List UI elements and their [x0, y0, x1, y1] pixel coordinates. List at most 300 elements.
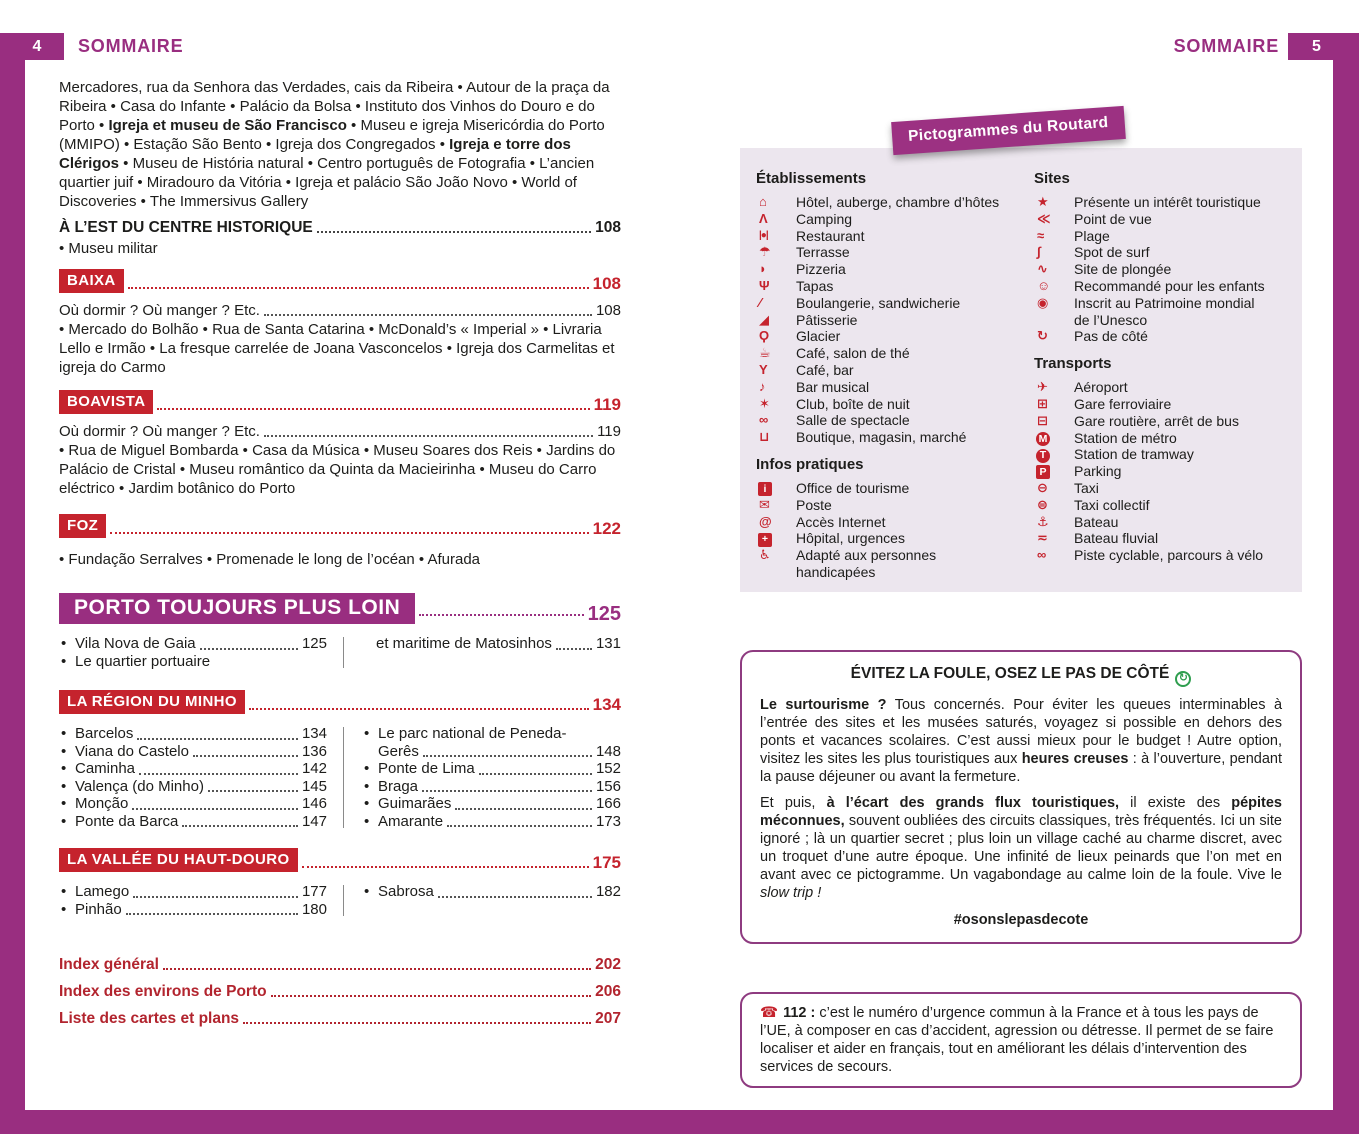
legend-item [756, 278, 1026, 295]
bottom-band [0, 1110, 1359, 1134]
dotted-leader [302, 866, 589, 868]
bicycle-icon: ∞ [1037, 547, 1047, 563]
legend-group-title: Sites [1034, 170, 1070, 187]
children-icon: ☺ [1037, 277, 1051, 293]
bullet: • [61, 900, 67, 918]
intro-bold: Igreja et museu de São Francisco [108, 117, 347, 134]
terrace-icon: ☂ [759, 244, 771, 260]
toc-entry-label: Où dormir ? Où manger ? Etc. [59, 423, 260, 440]
legend-item-label: Recommandé pour les enfants [1074, 277, 1265, 294]
legend-item-label: Camping [796, 210, 853, 227]
bold-run: 112 : [783, 1004, 816, 1021]
bus-icon: ⊟ [1037, 412, 1048, 428]
toc-section-baixa [59, 269, 621, 293]
bullet: • [61, 883, 67, 900]
toc-entry-page: 108 [595, 219, 621, 236]
intro-text: • Museu de História natural • Centro português de Fotografia • L’ancien quartier juif • Miradouro da Vitória • Igreja et palácio São João Novo • World of Discoveries • The Immersivus Gallery [59, 155, 595, 210]
toc-entry-label: Barcelos [75, 725, 134, 742]
toc-entry-label: Caminha [75, 760, 136, 777]
dotted-leader [271, 995, 592, 997]
pictograms-page [740, 110, 1302, 1088]
toc-entry-label: Guimarães [378, 795, 452, 812]
boat-icon: ⚓ [1037, 513, 1049, 529]
column-left [59, 883, 327, 918]
toc-entry-index-environs [59, 983, 621, 1001]
unesco-emblem-icon: ◉ [1037, 294, 1049, 310]
wheelchair-icon: ♿ [759, 547, 771, 563]
legend-item-label: Site de plongée [1074, 261, 1172, 278]
legend-item [1034, 514, 1288, 531]
toc-entry-viana-do-castelo [59, 743, 327, 761]
legend-group-title: Transports [1034, 355, 1112, 373]
toc-entry-label: Ponte da Barca [75, 812, 179, 830]
avoid-crowds-box [740, 650, 1302, 944]
section-label: BAIXA [59, 269, 124, 293]
tapas-icon: Ψ [759, 277, 770, 293]
dotted-leader [137, 738, 298, 740]
text-run: Tous concernés. Pour éviter les queues interminables à l’entrée des sites et les musées saturés, voyagez si possible en dehors des ponts et vacances scolaires. C’est aussi mieux pour le budget ! Autre option, visitez les sites les plus touristiques aux [760, 696, 1283, 767]
legend-item [756, 244, 1026, 261]
legend-group-title: Établissements [756, 170, 867, 187]
toc-entry-label: Sabrosa [378, 883, 434, 900]
toc-entry-label: Viana do Castelo [75, 742, 189, 760]
dotted-leader [243, 1022, 591, 1024]
legend-item-label: Station de métro [1074, 429, 1177, 446]
intro-paragraph [59, 78, 621, 211]
legend-item [1034, 547, 1288, 564]
legend-item-label: Café, salon de thé [796, 345, 910, 362]
toc-entry-page: 131 [595, 635, 621, 652]
right-page-number: 5 [1288, 33, 1359, 60]
legend-item [756, 261, 1026, 278]
dotted-leader [423, 755, 592, 757]
toc-entry-label: Le quartier portuaire [75, 652, 211, 670]
dotted-leader [479, 773, 592, 775]
bold-run: Le surtourisme ? [760, 696, 887, 713]
intro-text: • Museu e igreja Misericórdia do Porto (MMIPO) • Estação São Bento • Igreja dos Congregados • [59, 117, 605, 153]
toc-entry-est-centre-historique [59, 218, 621, 237]
legend-item [1034, 530, 1288, 547]
toc-entry-sabrosa [362, 883, 621, 901]
toc-entry-label: Amarante [378, 812, 444, 830]
legend-item [1034, 328, 1288, 345]
bullet: • [364, 725, 370, 742]
legend-item-label: Taxi collectif [1074, 496, 1150, 513]
toc-section-boavista [59, 390, 621, 414]
section-page: 175 [592, 853, 621, 872]
toc-entry-page: 177 [301, 883, 327, 900]
toc-entry-label: Index général [59, 956, 159, 973]
legend-item [756, 228, 1026, 245]
legend-item [1034, 261, 1288, 278]
toc-entry-ou-dormir-baixa [59, 301, 621, 320]
bullet: • [61, 795, 67, 812]
dotted-leader [182, 825, 298, 827]
legend-item [1034, 446, 1288, 463]
dotted-leader [157, 408, 589, 410]
toc-entry-vila-nova-de-gaia [59, 635, 327, 653]
bullet: • [364, 795, 370, 812]
hotel-icon: ⌂ [759, 194, 767, 209]
dotted-leader [110, 532, 588, 534]
legend-item-label: Office de tourisme [796, 479, 910, 496]
dotted-leader [447, 825, 592, 827]
tourist-icon: ★ [1037, 194, 1049, 209]
pastry-icon: ◢ [759, 311, 769, 327]
left-edge-band [0, 33, 25, 1134]
column-right [362, 725, 621, 830]
legend-item-label: Hôpital, urgences [796, 530, 905, 547]
cross-badge: + [758, 533, 772, 547]
legend-item [756, 345, 1026, 362]
toc-entry-ponte-da-barca [59, 813, 327, 831]
legend-item [1034, 413, 1288, 430]
cafe-bar-icon: Y [759, 361, 768, 377]
legend-item-label: Piste cyclable, parcours à vélo [1074, 547, 1264, 564]
legend-item-label: Hôtel, auberge, chambre d’hôtes [796, 194, 1000, 210]
toc-entry-page: 152 [595, 760, 621, 777]
toc-entry-quartier-portuaire [59, 653, 327, 671]
pictograms-banner: Pictogrammes du Routard [891, 106, 1125, 155]
pizzeria-icon: ◗ [759, 261, 767, 277]
legend-item-label: Plage [1074, 227, 1110, 244]
toc-entry-lamego [59, 883, 327, 901]
two-column-list [59, 883, 621, 918]
right-edge-band [1333, 33, 1359, 1134]
legend-item-label: Pizzeria [796, 261, 846, 278]
surfer-icon: ∫ [1037, 244, 1041, 260]
legend-item [756, 328, 1026, 345]
toc-entry-liste-cartes [59, 1010, 621, 1028]
dotted-leader [317, 231, 591, 233]
legend-item-label: Bateau [1074, 513, 1119, 530]
legend-item [1034, 430, 1288, 447]
emergency-112-box [740, 992, 1302, 1089]
dotted-leader [132, 808, 298, 810]
toc-entry-label: Lamego [75, 883, 130, 900]
text-run: il existe des [1119, 795, 1232, 812]
dotted-leader [128, 287, 589, 289]
toc-entry-page: 146 [301, 795, 327, 812]
bullet: • [364, 760, 370, 777]
toc-entry-page: 108 [595, 302, 621, 319]
bullet: • [61, 742, 67, 760]
legend-group-title: Infos pratiques [756, 455, 864, 473]
toc-page [59, 78, 621, 1037]
parking-icon [1034, 463, 1074, 480]
toc-entry-page: 182 [595, 883, 621, 900]
legend-item-label: Gare routière, arrêt de bus [1074, 412, 1239, 429]
legend-item-label: Bar musical [796, 378, 870, 395]
toc-entry-label: Ponte de Lima [378, 760, 475, 777]
dotted-leader [163, 968, 591, 970]
dotted-leader [193, 755, 298, 757]
section-items: • Fundação Serralves • Promenade le long de l’océan • Afurada [59, 551, 481, 568]
intro-bold: Igreja e torre dos Clérigos [59, 136, 571, 172]
toc-entry-page: 206 [595, 983, 621, 1000]
legend-item-label: Aéroport [1074, 379, 1128, 396]
diver-icon: ∿ [1037, 261, 1048, 277]
legend-item [756, 514, 1026, 531]
avoid-crowds-title [760, 665, 1282, 687]
legend-item [1034, 295, 1288, 329]
toc-entry-label: Index des environs de Porto [59, 983, 267, 1000]
legend-item-label: Café, bar [796, 361, 854, 378]
legend-item-label: Terrasse [796, 244, 850, 261]
dotted-leader [126, 913, 298, 915]
legend-item [756, 295, 1026, 312]
legend-item-label: Salle de spectacle [796, 412, 910, 429]
legend-item [1034, 228, 1288, 245]
info-badge: i [758, 482, 772, 496]
section-page: 125 [587, 603, 621, 625]
legend-item-label: Pâtisserie [796, 311, 858, 328]
column-left [59, 635, 327, 670]
toc-entry-page: 156 [595, 777, 621, 795]
toc-section-foz [59, 514, 621, 538]
dotted-leader [264, 435, 593, 437]
legend-item-label: Poste [796, 496, 832, 513]
text-run: Et puis, [760, 795, 827, 812]
text-run: : à l’ouverture, pendant la pause déjeuner ou avant la fermeture. [760, 750, 1283, 785]
dotted-leader [556, 648, 592, 650]
hashtag: #osonslepasdecote [953, 911, 1089, 928]
toc-entry-page: 166 [595, 795, 621, 812]
toc-entry-valenca [59, 778, 327, 796]
column-right [362, 635, 621, 670]
camping-icon: Λ [759, 210, 768, 226]
toc-entry-peneda-geres-line2 [362, 743, 621, 761]
legend-item [756, 530, 1026, 547]
column-divider [343, 727, 344, 828]
legend-item-label: Boulangerie, sandwicherie [796, 294, 961, 311]
avoid-paragraph-1 [760, 697, 1282, 787]
toc-entry-pinhao [59, 901, 327, 919]
section-page: 119 [593, 395, 621, 414]
two-column-list [59, 635, 621, 670]
dotted-leader [139, 773, 298, 775]
toc-section-porto-toujours-plus-loin [59, 593, 621, 624]
toc-entry-braga [362, 778, 621, 796]
legend-item [756, 547, 1026, 581]
toc-entry-page: 173 [595, 812, 621, 830]
legend-item-label: Point de vue [1074, 210, 1152, 227]
section-page: 122 [592, 519, 621, 538]
airplane-icon: ✈ [1037, 379, 1048, 395]
toc-entry-page: 125 [301, 635, 327, 652]
bullet: • [61, 652, 67, 670]
bullet: • [61, 812, 67, 830]
legend-item-label: Restaurant [796, 227, 865, 244]
legend-item [756, 194, 1026, 211]
dotted-leader [249, 708, 589, 710]
section-label: LA VALLÉE DU HAUT-DOURO [59, 848, 298, 872]
info-icon [756, 480, 796, 497]
legend-item [756, 412, 1026, 429]
legend-item [756, 362, 1026, 379]
toc-entry-page: 148 [595, 742, 621, 760]
left-page-number: 4 [0, 33, 64, 60]
toc-entry-label: et maritime de Matosinhos [376, 635, 552, 652]
toc-entry-peneda-geres-line1 [362, 725, 621, 743]
medical-cross-icon [756, 530, 796, 547]
toc-entry-label: Monção [75, 795, 129, 812]
dotted-leader [419, 614, 583, 616]
viewpoint-icon: ≪ [1037, 210, 1051, 226]
section-label: LA RÉGION DU MINHO [59, 690, 245, 714]
toc-entry-guimaraes [362, 795, 621, 813]
bullet: • [61, 760, 67, 777]
legend-item-label: Inscrit au Patrimoine mondial de l’Unesco [1074, 294, 1255, 328]
toc-entry-label: Où dormir ? Où manger ? Etc. [59, 302, 260, 319]
tea-room-icon: ☕ [759, 345, 771, 361]
tram-badge: T [1036, 449, 1050, 463]
toc-sub-item: • Museu militar [59, 240, 158, 257]
legend-item-label: Pas de côté [1074, 328, 1148, 345]
bakery-icon: ⁄ [759, 294, 762, 310]
bold-run: à l’écart des grands flux touristiques, [826, 795, 1120, 812]
italic-run: slow trip ! [760, 885, 822, 902]
toc-entry-page: 134 [301, 725, 327, 742]
bullet: • [61, 635, 67, 652]
legend-item [756, 497, 1026, 514]
telephone-icon: ☎ [760, 1004, 779, 1021]
toc-entry-page: 145 [301, 777, 327, 795]
legend-item [756, 312, 1026, 329]
toc-entry-ponte-de-lima [362, 760, 621, 778]
column-divider [343, 637, 344, 668]
music-note-icon: ♪ [759, 378, 766, 394]
legend-item-label: Taxi [1074, 479, 1099, 496]
two-column-list [59, 725, 621, 830]
legend-item [1034, 244, 1288, 261]
legend-item-label: Accès Internet [796, 513, 886, 530]
tram-icon [1034, 446, 1074, 463]
at-sign-icon: @ [759, 513, 772, 529]
index-list [59, 956, 621, 1028]
toc-entry-page: 202 [595, 956, 621, 973]
dotted-leader [133, 896, 298, 898]
legend-item-label: Parking [1074, 463, 1122, 480]
dotted-leader [438, 896, 592, 898]
legend-item [1034, 463, 1288, 480]
section-items: • Mercado do Bolhão • Rua de Santa Catarina • McDonald’s « Imperial » • Livraria Lello e Irmão • La fresque carrelée de Joana Vasconcelos • Igreja dos Carmelitas et igreja do Carmo [59, 321, 615, 376]
side-step-green-icon: ↻ [1175, 671, 1191, 687]
legend-item [756, 396, 1026, 413]
dotted-leader [422, 790, 592, 792]
dancer-icon: ✶ [759, 395, 770, 411]
basket-icon: ⊔ [759, 429, 770, 445]
toc-entry-page: 147 [301, 812, 327, 830]
ice-cream-icon: Ϙ [759, 328, 770, 344]
pictograms-legend [740, 148, 1302, 592]
car-icon: ⊖ [1037, 479, 1048, 495]
toc-entry-label: Valença (do Minho) [75, 777, 204, 795]
column-left [59, 725, 327, 830]
legend-column-1 [756, 170, 1026, 580]
parking-badge: P [1036, 465, 1050, 479]
toc-entry-label: Liste des cartes et plans [59, 1010, 240, 1027]
envelope-icon: ✉ [759, 496, 770, 512]
right-page-title: SOMMAIRE [1173, 36, 1279, 56]
legend-item [756, 211, 1026, 228]
column-right [362, 883, 621, 918]
toc-entry-caminha [59, 760, 327, 778]
toc-entry-label: Pinhão [75, 900, 122, 918]
legend-item-label: Adapté aux personnes handicapées [796, 547, 937, 580]
legend-item [1034, 480, 1288, 497]
circular-arrow-icon: ↻ [1037, 328, 1048, 344]
legend-item-label: Bateau fluvial [1074, 530, 1159, 547]
metro-badge: M [1036, 432, 1050, 446]
toc-entry-page: 136 [301, 742, 327, 760]
toc-entry-page: 119 [597, 423, 621, 440]
legend-item [756, 480, 1026, 497]
legend-item [1034, 497, 1288, 514]
legend-item-label: Présente un intérêt touristique [1074, 194, 1261, 210]
left-page-title: SOMMAIRE [78, 36, 184, 56]
toc-entry-page: 180 [301, 900, 327, 918]
train-icon: ⊞ [1037, 395, 1048, 411]
toc-entry-barcelos [59, 725, 327, 743]
bullet: • [364, 777, 370, 795]
bullet: • [61, 777, 67, 795]
toc-entry-ou-dormir-boavista [59, 422, 621, 441]
legend-item-label: Spot de surf [1074, 244, 1150, 261]
legend-item [1034, 379, 1288, 396]
bullet: • [364, 883, 370, 900]
toc-entry-matosinhos [362, 635, 621, 653]
legend-item-label: Boutique, magasin, marché [796, 429, 967, 446]
toc-section-vallee-du-haut-douro [59, 848, 621, 872]
opera-glasses-icon: ∞ [759, 412, 769, 428]
bold-run: pépites méconnues, [760, 795, 1282, 830]
text-run: c’est le numéro d’urgence commun à la France et à tous les pays de l’UE, à composer en cas d’accident, agression ou détresse. Il permet de se faire localiser et aider en français, tout en améliorant les délais d’intervention des services de secours. [760, 1004, 1274, 1075]
toc-entry-moncao [59, 795, 327, 813]
avoid-paragraph-2 [760, 795, 1282, 902]
legend-item [1034, 396, 1288, 413]
legend-item [1034, 278, 1288, 295]
legend-item-label: Tapas [796, 277, 834, 294]
wave-icon: ≈ [1037, 227, 1045, 243]
legend-item [756, 379, 1026, 396]
column-divider [343, 885, 344, 916]
toc-entry-label: Gerês [378, 742, 419, 760]
section-items: • Rua de Miguel Bombarda • Casa da Música • Museu Soares dos Reis • Jardins do Palácio de Cristal • Museu romântico da Quinta da Macieirinha • Museu do Carro eléctrico • Jardim botânico do Porto [59, 442, 616, 497]
section-label: FOZ [59, 514, 106, 538]
bullet: • [61, 725, 67, 742]
dotted-leader [200, 648, 298, 650]
section-label: BOAVISTA [59, 390, 153, 414]
toc-entry-amarante [362, 813, 621, 831]
bold-run: heures creuses [1021, 750, 1129, 767]
dotted-leader [264, 314, 592, 316]
toc-entry-label: Braga [378, 777, 419, 795]
dotted-leader [455, 808, 592, 810]
legend-item-label: Club, boîte de nuit [796, 395, 910, 412]
section-page: 134 [592, 695, 621, 714]
legend-item [756, 429, 1026, 446]
legend-item [1034, 211, 1288, 228]
avoid-crowds-title-text: ÉVITEZ LA FOULE, OSEZ LE PAS DE CÔTÉ [850, 665, 1170, 682]
toc-entry-label: Le parc national de Peneda- [378, 725, 567, 742]
intro-text: Mercadores, rua da Senhora das Verdades, cais da Ribeira • Autour de la praça da Ribeira • Casa do Infante • Palácio da Bolsa • Instituto dos Vinhos do Douro e do Porto • [59, 79, 610, 134]
dotted-leader [208, 790, 298, 792]
legend-item [1034, 194, 1288, 211]
toc-entry-index-general [59, 956, 621, 974]
legend-item-label: Glacier [796, 328, 841, 345]
legend-column-2 [1034, 170, 1288, 580]
